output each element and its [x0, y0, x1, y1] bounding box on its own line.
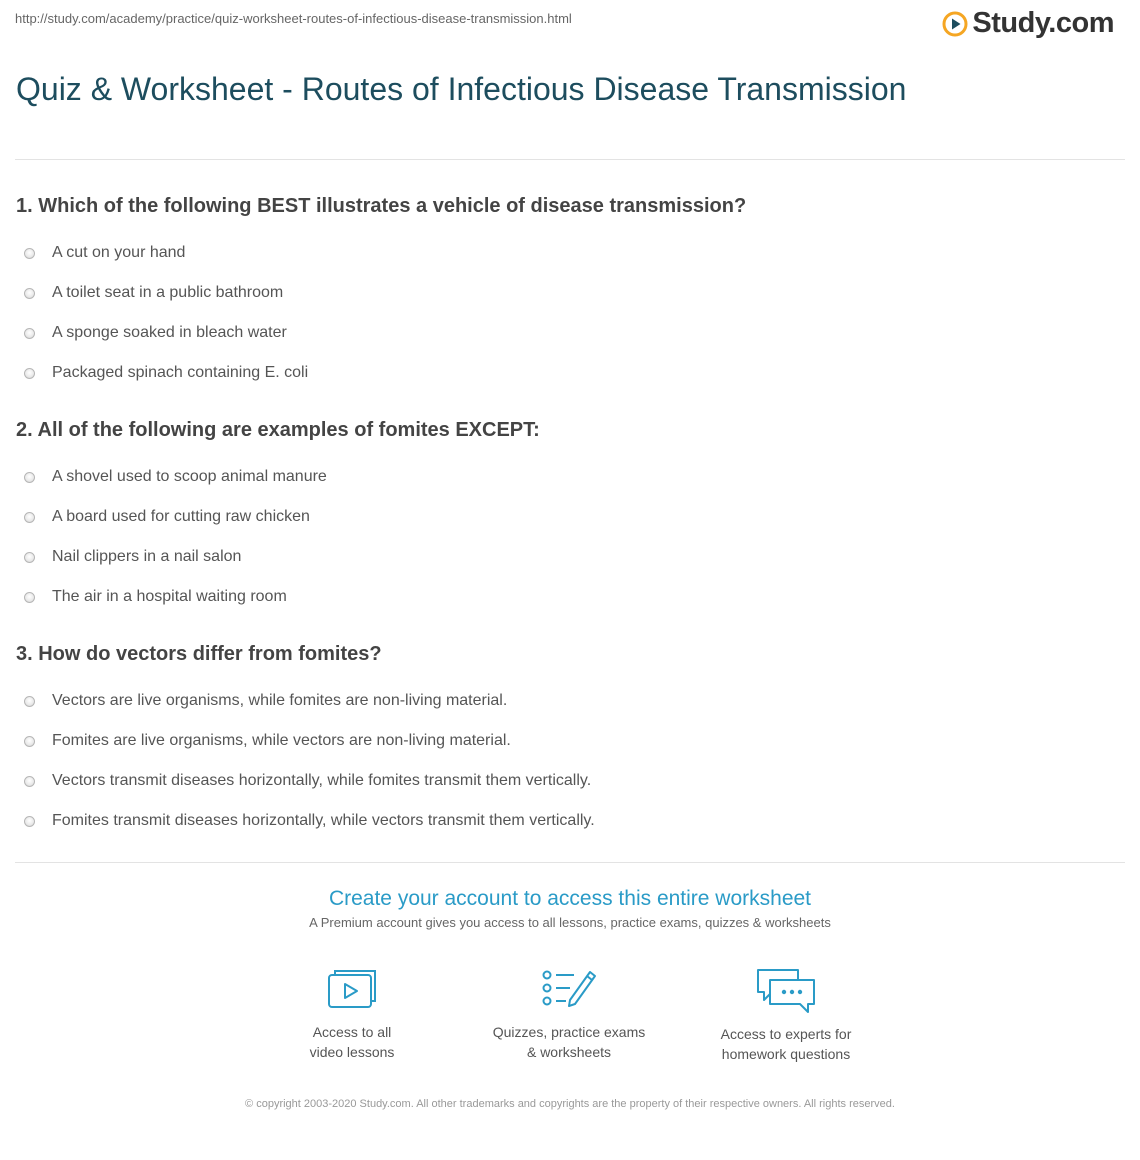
- radio-button[interactable]: [24, 736, 35, 747]
- radio-button[interactable]: [24, 592, 35, 603]
- chat-bubbles-icon: [754, 966, 818, 1014]
- answer-option[interactable]: [16, 313, 1116, 353]
- answer-option[interactable]: [16, 681, 1116, 721]
- options-list: [16, 233, 1116, 393]
- create-account-link[interactable]: Create your account to access this entire worksheet: [328, 887, 812, 910]
- option-label: A toilet seat in a public bathroom: [52, 284, 284, 301]
- question-title: 1. Which of the following BEST illustrates a vehicle of disease transmission?: [16, 195, 747, 217]
- option-label: The air in a hospital waiting room: [52, 588, 287, 605]
- radio-button[interactable]: [24, 288, 35, 299]
- question-1: [16, 193, 1116, 393]
- answer-option[interactable]: [16, 497, 1116, 537]
- quiz-checklist-icon: [540, 966, 598, 1012]
- question-title: 2. All of the following are examples of fomites EXCEPT:: [16, 419, 540, 441]
- signup-cta: [0, 885, 1140, 930]
- play-circle-icon: [942, 11, 968, 37]
- option-label: Packaged spinach containing E. coli: [52, 364, 309, 381]
- option-label: Vectors transmit diseases horizontally, while fomites transmit them vertically.: [52, 772, 592, 789]
- feature-label-line-2: homework questions: [721, 1046, 851, 1062]
- feature-quizzes: [469, 966, 669, 1062]
- feature-video-lessons: [252, 966, 452, 1062]
- question-2: [16, 417, 1116, 617]
- option-label: A cut on your hand: [52, 244, 186, 261]
- radio-button[interactable]: [24, 512, 35, 523]
- video-lessons-icon: [325, 966, 379, 1012]
- answer-option[interactable]: [16, 353, 1116, 393]
- option-label: Fomites are live organisms, while vectors are non-living material.: [52, 732, 511, 749]
- answer-option[interactable]: [16, 721, 1116, 761]
- page-title: Quiz & Worksheet - Routes of Infectious Disease Transmission: [16, 71, 907, 107]
- radio-button[interactable]: [24, 696, 35, 707]
- feature-label-line-1: Access to experts for: [720, 1026, 852, 1042]
- options-list: [16, 681, 1116, 841]
- option-label: Fomites transmit diseases horizontally, while vectors transmit them vertically.: [52, 812, 595, 829]
- question-3: [16, 641, 1116, 841]
- feature-label-line-2: video lessons: [309, 1044, 395, 1060]
- radio-button[interactable]: [24, 776, 35, 787]
- radio-button[interactable]: [24, 552, 35, 563]
- feature-label-line-1: Access to all: [312, 1024, 392, 1040]
- option-label: Vectors are live organisms, while fomites are non-living material.: [52, 692, 508, 709]
- study-logo[interactable]: [942, 7, 1114, 40]
- answer-option[interactable]: [16, 761, 1116, 801]
- radio-button[interactable]: [24, 368, 35, 379]
- page-url: http://study.com/academy/practice/quiz-worksheet-routes-of-infectious-disease-transmission.html: [15, 11, 572, 26]
- title-divider: [15, 159, 1125, 160]
- feature-experts: [686, 966, 886, 1064]
- answer-option[interactable]: [16, 577, 1116, 617]
- features-row: [0, 966, 1140, 1076]
- option-label: A board used for cutting raw chicken: [52, 508, 310, 525]
- option-label: A shovel used to scoop animal manure: [52, 468, 327, 485]
- option-label: A sponge soaked in bleach water: [52, 324, 287, 341]
- logo-text: Study.com: [972, 7, 1114, 39]
- answer-option[interactable]: [16, 273, 1116, 313]
- question-title: 3. How do vectors differ from fomites?: [16, 643, 382, 665]
- radio-button[interactable]: [24, 816, 35, 827]
- options-list: [16, 457, 1116, 617]
- section-divider: [15, 862, 1125, 863]
- copyright-footer: [0, 1096, 1140, 1113]
- option-label: Nail clippers in a nail salon: [52, 548, 242, 565]
- copyright-text: © copyright 2003-2020 Study.com. All other trademarks and copyrights are the property of their respective owners. All rights reserved.: [245, 1098, 895, 1110]
- answer-option[interactable]: [16, 233, 1116, 273]
- cta-subtitle: A Premium account gives you access to all lessons, practice exams, quizzes & worksheets: [309, 915, 831, 930]
- answer-option[interactable]: [16, 537, 1116, 577]
- radio-button[interactable]: [24, 248, 35, 259]
- radio-button[interactable]: [24, 472, 35, 483]
- feature-label-line-1: Quizzes, practice exams: [492, 1024, 646, 1040]
- radio-button[interactable]: [24, 328, 35, 339]
- feature-label-line-2: & worksheets: [526, 1044, 612, 1060]
- answer-option[interactable]: [16, 457, 1116, 497]
- answer-option[interactable]: [16, 801, 1116, 841]
